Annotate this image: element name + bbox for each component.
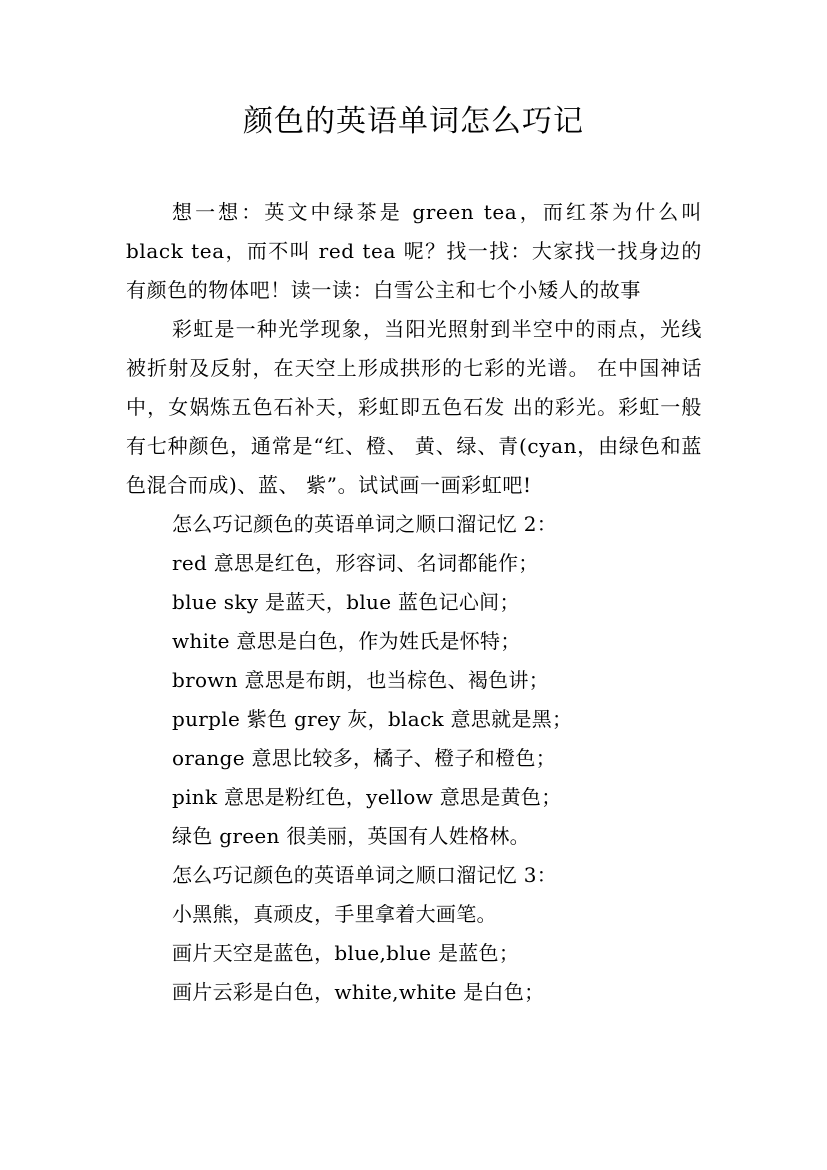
verse-line: 怎么巧记颜色的英语单词之顺口溜记忆 2： bbox=[172, 512, 558, 536]
intro-paragraph: 想一想：英文中绿茶是 green tea，而红茶为什么叫 black tea，而不叫 red tea 呢？找一找：大家找一找身边的有颜色的物体吧！读一读：白雪公主和七个小矮人的故事 bbox=[126, 200, 702, 302]
verse-line: purple 紫色 grey 灰，black 意思就是黑； bbox=[172, 707, 573, 731]
verse-line: 画片天空是蓝色，blue,blue 是蓝色； bbox=[172, 941, 520, 965]
verse-line: 画片云彩是白色，white,white 是白色； bbox=[172, 980, 545, 1004]
document-body bbox=[126, 193, 702, 1012]
verse-line: blue sky 是蓝天，blue 蓝色记心间； bbox=[172, 590, 520, 614]
verse-line: pink 意思是粉红色，yellow 意思是黄色； bbox=[172, 785, 562, 809]
rainbow-paragraph: 彩虹是一种光学现象，当阳光照射到半空中的雨点，光线被折射及反射，在天空上形成拱形的七彩的光谱。 在中国神话中，女娲炼五色石补天，彩虹即五色石发 出的彩光。彩虹一般有七种颜色，通常是“红、橙、 黄、绿、青(cyan，由绿色和蓝色混合而成)、蓝、 紫”。试试画一画彩虹吧! bbox=[126, 317, 702, 497]
verse-line: 小黑熊，真顽皮，手里拿着大画笔。 bbox=[172, 902, 497, 926]
verse-line: 绿色 green 很美丽，英国有人姓格林。 bbox=[172, 824, 530, 848]
verse-line: white 意思是白色，作为姓氏是怀特； bbox=[172, 629, 521, 653]
verse-line: orange 意思比较多，橘子、橙子和橙色； bbox=[172, 746, 557, 770]
verse-line: brown 意思是布朗，也当棕色、褐色讲； bbox=[172, 668, 550, 692]
verse-line: 怎么巧记颜色的英语单词之顺口溜记忆 3： bbox=[172, 863, 558, 887]
verse-line: red 意思是红色，形容词、名词都能作； bbox=[172, 551, 539, 575]
document-title: 颜色的英语单词怎么巧记 bbox=[243, 104, 584, 139]
